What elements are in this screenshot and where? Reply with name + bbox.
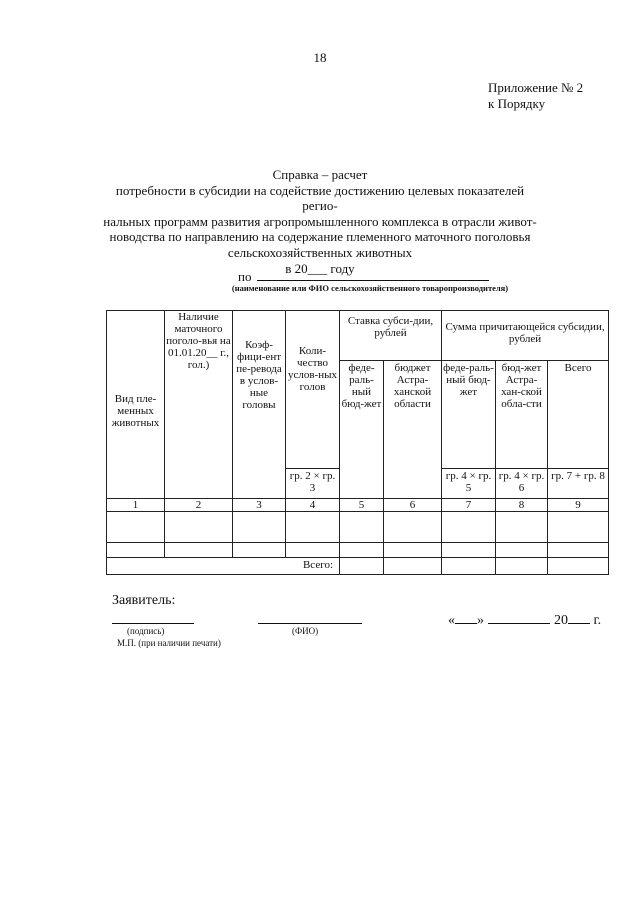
column-number: 3 xyxy=(233,499,286,512)
document-title xyxy=(100,167,540,276)
table-cell[interactable] xyxy=(165,512,233,543)
date-field xyxy=(448,611,601,629)
date-year-prefix: 20 xyxy=(554,613,568,628)
column-number: 9 xyxy=(548,499,609,512)
table-cell[interactable] xyxy=(496,512,548,543)
formula-col-9: гр. 7 + гр. 8 xyxy=(548,469,609,499)
table-row xyxy=(107,512,609,543)
header-col-5: феде-раль-ный бюд-жет xyxy=(340,361,384,499)
date-year-suffix: г. xyxy=(593,613,602,628)
total-cell[interactable] xyxy=(548,558,609,575)
table-row xyxy=(107,543,609,558)
table-cell[interactable] xyxy=(548,543,609,558)
appendix-line-1: Приложение № 2 xyxy=(488,80,584,95)
applicant-label: Заявитель: xyxy=(112,593,176,608)
column-number: 5 xyxy=(340,499,384,512)
formula-col-4: гр. 2 × гр. 3 xyxy=(286,469,340,499)
date-day-blank[interactable] xyxy=(455,611,477,624)
table-cell[interactable] xyxy=(286,543,340,558)
title-line-5: сельскохозяйственных животных xyxy=(227,244,413,260)
date-year-blank[interactable] xyxy=(568,611,590,624)
table-cell[interactable] xyxy=(233,543,286,558)
column-number: 1 xyxy=(107,499,165,512)
header-col-8: бюд-жет Астра-хан-ской обла-сти xyxy=(496,361,548,469)
date-open-quote: « xyxy=(448,613,455,628)
header-sum-group: Сумма причитающейся субсидии, рублей xyxy=(442,311,609,361)
signature-line[interactable] xyxy=(112,623,194,624)
date-month-blank[interactable] xyxy=(488,611,550,624)
table-cell[interactable] xyxy=(165,543,233,558)
title-line-4: новодства по направлению на содержание племенного маточного поголовья xyxy=(109,229,531,245)
table-cell[interactable] xyxy=(107,543,165,558)
column-number: 7 xyxy=(442,499,496,512)
table-cell[interactable] xyxy=(442,543,496,558)
total-cell[interactable] xyxy=(340,558,384,575)
table-cell[interactable] xyxy=(286,512,340,543)
header-col-2: Наличие маточного поголо-вья на 01.01.20__ г., гол.) xyxy=(165,311,233,499)
header-col-1: Вид пле-менных животных xyxy=(107,311,165,499)
appendix-header xyxy=(488,80,583,112)
date-close-quote: » xyxy=(477,613,484,628)
header-col-7: феде-раль-ный бюд-жет xyxy=(442,361,496,469)
title-line-3: нальных программ развития агропромышленного комплекса в отрасли живот- xyxy=(103,213,537,229)
column-number: 6 xyxy=(384,499,442,512)
column-number: 8 xyxy=(496,499,548,512)
header-row-1 xyxy=(107,311,609,361)
header-col-6: бюджет Астра-ханской области xyxy=(384,361,442,499)
table-cell[interactable] xyxy=(384,543,442,558)
title-line-2: потребности в субсидии на содействие достижению целевых показателей регио- xyxy=(115,182,525,214)
table-cell[interactable] xyxy=(496,543,548,558)
table-cell[interactable] xyxy=(340,512,384,543)
header-col-3: Коэф-фици-ент пе-ревода в услов-ные головы xyxy=(233,311,286,499)
column-number: 2 xyxy=(165,499,233,512)
formula-col-7: гр. 4 × гр. 5 xyxy=(442,469,496,499)
header-rate-group: Ставка субси-дии, рублей xyxy=(340,311,442,361)
table-cell[interactable] xyxy=(340,543,384,558)
formula-col-8: гр. 4 × гр. 6 xyxy=(496,469,548,499)
fio-line[interactable] xyxy=(258,623,362,624)
total-cell[interactable] xyxy=(384,558,442,575)
signature-label: (подпись) xyxy=(127,626,165,636)
column-number-row xyxy=(107,499,609,512)
table-cell[interactable] xyxy=(548,512,609,543)
total-cell[interactable] xyxy=(442,558,496,575)
title-line-6: в 20___ году xyxy=(285,260,355,276)
total-row xyxy=(107,558,609,575)
table-cell[interactable] xyxy=(233,512,286,543)
total-cell[interactable] xyxy=(496,558,548,575)
appendix-line-2: к Порядку xyxy=(488,96,546,111)
table-cell[interactable] xyxy=(107,512,165,543)
stamp-label: М.П. (при наличии печати) xyxy=(117,638,221,648)
producer-prefix: по xyxy=(238,269,252,284)
header-col-9: Всего xyxy=(548,361,609,469)
producer-note: (наименование или ФИО сельскохозяйственного товаропроизводителя) xyxy=(231,283,509,293)
producer-blank[interactable] xyxy=(257,268,489,281)
header-col-4: Коли-чество услов-ных голов xyxy=(286,311,340,469)
subsidy-table xyxy=(106,310,609,575)
fio-label: (ФИО) xyxy=(292,626,319,636)
table-cell[interactable] xyxy=(442,512,496,543)
page-number: 18 xyxy=(313,50,327,65)
total-label: Всего: xyxy=(107,558,340,575)
column-number: 4 xyxy=(286,499,340,512)
title-line-1: Справка – расчет xyxy=(272,167,368,182)
table-cell[interactable] xyxy=(384,512,442,543)
